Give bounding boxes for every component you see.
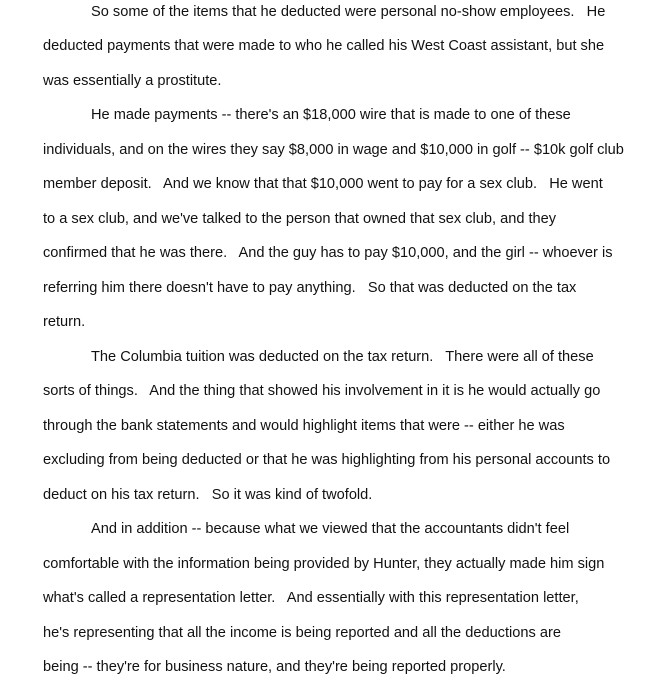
text-line: comfortable with the information being provided by Hunter, they actually made him sign bbox=[43, 556, 605, 572]
text-line: sorts of things. And the thing that showed his involvement in it is he would actually go bbox=[43, 383, 601, 399]
text-line: being -- they're for business nature, and they're being reported properly. bbox=[43, 659, 506, 675]
text-line: So some of the items that he deducted were personal no-show employees. He bbox=[91, 4, 606, 20]
text-line: through the bank statements and would highlight items that were -- either he was bbox=[43, 418, 565, 434]
text-line: deduct on his tax return. So it was kind of twofold. bbox=[43, 487, 373, 503]
text-line: member deposit. And we know that that $10,000 went to pay for a sex club. He went bbox=[43, 176, 603, 192]
text-line: referring him there doesn't have to pay anything. So that was deducted on the tax bbox=[43, 280, 577, 296]
text-line: what's called a representation letter. And essentially with this representation letter, bbox=[43, 590, 579, 606]
text-line: And in addition -- because what we viewed that the accountants didn't feel bbox=[91, 521, 570, 537]
text-line: was essentially a prostitute. bbox=[43, 73, 222, 89]
text-line: deducted payments that were made to who he called his West Coast assistant, but she bbox=[43, 38, 605, 54]
text-line: He made payments -- there's an $18,000 wire that is made to one of these bbox=[91, 107, 571, 123]
text-line: excluding from being deducted or that he was highlighting from his personal accounts to bbox=[43, 452, 611, 468]
text-line: confirmed that he was there. And the guy has to pay $10,000, and the girl -- whoever is bbox=[43, 245, 613, 261]
text-line: The Columbia tuition was deducted on the tax return. There were all of these bbox=[91, 349, 594, 365]
text-line: he's representing that all the income is being reported and all the deductions are bbox=[43, 625, 561, 641]
text-line: individuals, and on the wires they say $8,000 in wage and $10,000 in golf -- $10k golf club bbox=[43, 142, 624, 158]
text-line: return. bbox=[43, 314, 86, 330]
text-line: to a sex club, and we've talked to the person that owned that sex club, and they bbox=[43, 211, 557, 227]
